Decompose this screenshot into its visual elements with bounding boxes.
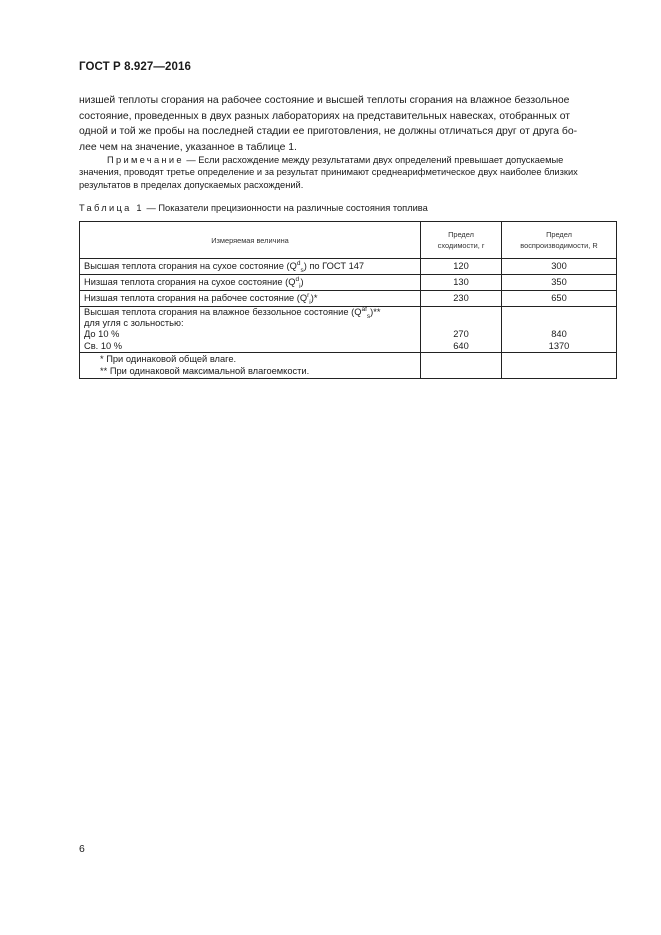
paragraph-line: лее чем на значение, указанное в таблице 1. — [79, 141, 297, 153]
table-row — [80, 259, 617, 275]
table-row — [80, 291, 617, 307]
row-quantity: Низшая теплота сгорания на рабочее состояние $(Q^r_i)*$ — [80, 291, 421, 307]
header-repeatability — [421, 222, 502, 259]
footnotes-cell — [80, 352, 421, 378]
note-block — [79, 154, 617, 191]
note-line: значения, проводят третье определение и за результат принимают среднеарифметическое двух наиболее близких — [79, 167, 578, 178]
daf-reproduce-value: 1370 — [548, 340, 570, 351]
daf-sub-label: Св. 10 % — [84, 340, 123, 351]
daf-repeat-value: 640 — [453, 340, 469, 351]
paragraph-line: одной и той же пробы на последней стадии ее приготовления, не должны отличаться друг от друга бо- — [79, 126, 578, 137]
note-text: — Если расхождение между результатами двух определений превышает допускаемые — [183, 155, 564, 165]
table-row-daf — [80, 307, 617, 353]
row-repeatability-value: 230 — [421, 291, 502, 307]
table-caption — [79, 203, 428, 213]
row-repeatability-value: 120 — [421, 259, 502, 275]
body-paragraph — [79, 93, 617, 155]
footnote: * При одинаковой общей влаге. — [100, 353, 237, 364]
daf-repeatability-values — [421, 307, 502, 353]
row-reproducibility-value: 650 — [502, 291, 617, 307]
header-repeat-line1: Предел — [448, 230, 474, 239]
row-quantity: Низшая теплота сгорания на сухое состояние $(Q^d_i)$ — [80, 275, 421, 291]
row-repeatability-value: 130 — [421, 275, 502, 291]
daf-repeat-value: 270 — [453, 329, 469, 340]
row-reproducibility-value: 350 — [502, 275, 617, 291]
row-reproducibility-value: 300 — [502, 259, 617, 275]
paragraph-line: низшей теплоты сгорания на рабочее состояние и высшей теплоты сгорания на влажное беззольное — [79, 95, 570, 106]
header-repeat-line2: сходимости, r — [437, 241, 485, 250]
note-label: Примечание — [107, 155, 184, 165]
paragraph-line: состояние, проведенных в двух разных лабораториях на представительных навесках, отобранных от — [79, 110, 571, 122]
note-line: результатов в пределах допускаемых расхождений. — [79, 179, 304, 190]
table-header-row — [80, 222, 617, 259]
table-caption-text: — Показатели прецизионности на различные состояния топлива — [143, 203, 428, 213]
document-header: ГОСТ Р 8.927—2016 — [79, 61, 191, 73]
table-footnotes-row — [80, 352, 617, 378]
header-reproducibility — [502, 222, 617, 259]
table-row — [80, 275, 617, 291]
daf-reproducibility-values — [502, 307, 617, 353]
footnotes-empty-cell — [421, 352, 502, 378]
footnote: ** При одинаковой максимальной влагоемкости. — [100, 366, 310, 377]
daf-line2: для угля с зольностью: — [84, 318, 184, 329]
footnotes-empty-cell — [502, 352, 617, 378]
note-first-line — [79, 154, 617, 166]
daf-sub-label: До 10 % — [84, 329, 120, 340]
row-quantity: Высшая теплота сгорания на сухое состояние $(Q^d_s)$ по ГОСТ 147 — [80, 259, 421, 275]
table-caption-label: Таблица 1 — [79, 203, 144, 213]
header-reproduce-line1: Предел — [546, 230, 572, 239]
precision-table — [79, 221, 617, 379]
daf-reproduce-value: 840 — [551, 329, 567, 340]
row-quantity-daf — [80, 307, 421, 353]
header-reproduce-line2: воспроизводимости, R — [520, 241, 598, 250]
page-number: 6 — [79, 844, 85, 855]
daf-line: Высшая теплота сгорания на влажное беззольное состояние $(Q^{af}_s)**$ — [84, 305, 381, 320]
header-quantity: Измеряемая величина — [80, 222, 421, 259]
